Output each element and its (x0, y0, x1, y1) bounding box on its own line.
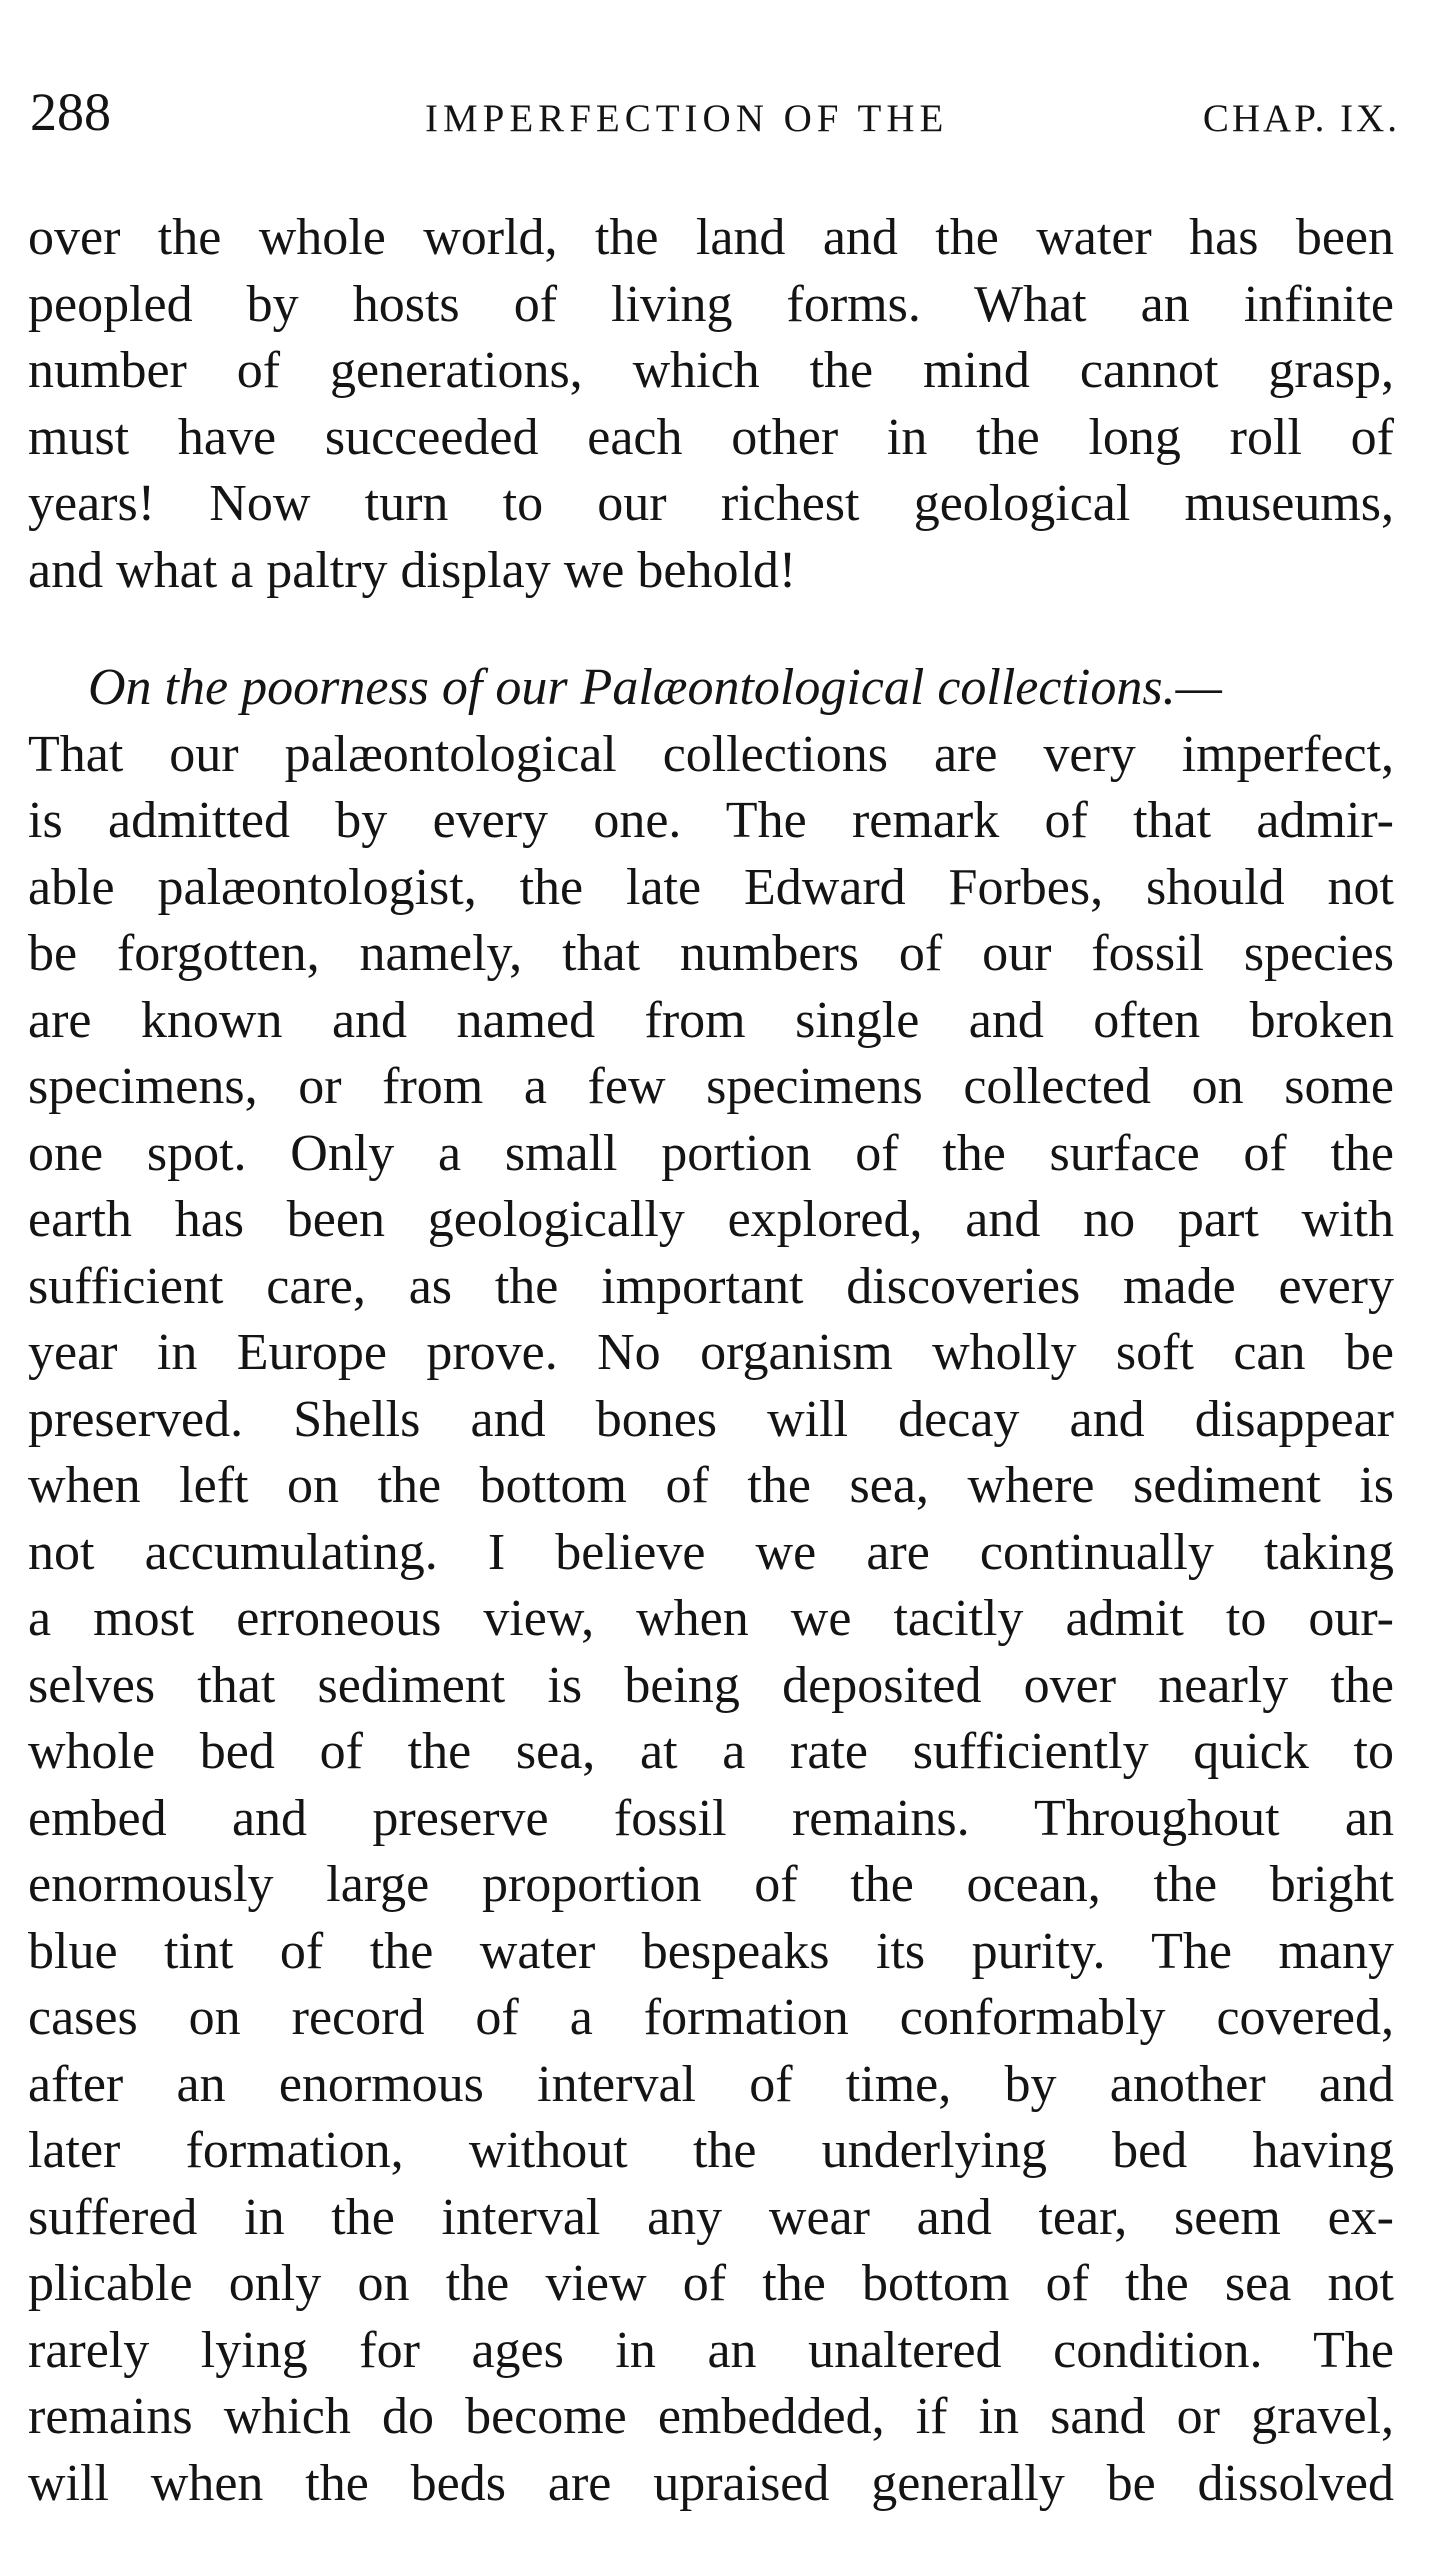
text-line: suffered in the interval any wear and tear, seem ex- (28, 2188, 1394, 2246)
text-line: blue tint of the water bespeaks its purity. The many (28, 1922, 1394, 1980)
running-head (30, 72, 1400, 152)
text-line: sufficient care, as the important discoveries made every (28, 1257, 1394, 1315)
page-number: 288 (30, 82, 111, 142)
text-line: a most erroneous view, when we tacitly admit to our- (28, 1590, 1394, 1647)
text-line: That our palæontological collections are very imperfect, (28, 725, 1394, 783)
text-line: peopled by hosts of living forms. What an infinite (28, 275, 1394, 333)
text-line: specimens, or from a few specimens collected on some (28, 1058, 1394, 1115)
chapter-label: CHAP. IX. (1202, 97, 1400, 140)
text-line: over the whole world, the land and the water has been (28, 209, 1394, 266)
text-line: are known and named from single and often broken (28, 991, 1394, 1049)
text-line: years! Now turn to our richest geological museums, (28, 475, 1394, 532)
text-line: whole bed of the sea, at a rate sufficiently quick to (28, 1723, 1394, 1780)
text-line: selves that sediment is being deposited over nearly the (28, 1656, 1394, 1714)
text-line: number of generations, which the mind cannot grasp, (28, 342, 1394, 399)
text-line: must have succeeded each other in the long roll of (28, 408, 1394, 466)
section-heading-text: On the poorness of our Palæontological collections.— (88, 659, 1222, 716)
section-paragraph (28, 655, 1394, 2517)
text-line: earth has been geologically explored, and no part with (28, 1191, 1394, 1248)
paragraph-continued (28, 205, 1394, 604)
section-heading (28, 655, 1394, 722)
text-line: later formation, without the underlying bed having (28, 2122, 1394, 2179)
text-line: plicable only on the view of the bottom of the sea not (28, 2255, 1394, 2312)
text-line: embed and preserve fossil remains. Throughout an (28, 1789, 1394, 1847)
text-line: and what a paltry display we behold! (28, 541, 797, 599)
text-line: cases on record of a formation conformably covered, (28, 1989, 1394, 2046)
text-line: is admitted by every one. The remark of that admir- (28, 792, 1394, 849)
text-line: be forgotten, namely, that numbers of our fossil species (28, 925, 1394, 982)
text-line: when left on the bottom of the sea, where sediment is (28, 1457, 1394, 1514)
text-line: rarely lying for ages in an unaltered condition. The (28, 2321, 1394, 2379)
text-line: remains which do become embedded, if in sand or gravel, (28, 2388, 1394, 2445)
text-line: not accumulating. I believe we are continually taking (28, 1523, 1394, 1581)
running-title: IMPERFECTION OF THE (425, 97, 949, 140)
text-line: will when the beds are upraised generally be dissolved (28, 2454, 1394, 2512)
text-line: one spot. Only a small portion of the surface of the (28, 1124, 1394, 1182)
text-line: able palæontologist, the late Edward Forbes, should not (28, 858, 1394, 916)
text-line: preserved. Shells and bones will decay and disappear (28, 1390, 1394, 1448)
text-line: after an enormous interval of time, by another and (28, 2055, 1394, 2113)
text-line: enormously large proportion of the ocean, the bright (28, 1856, 1394, 1913)
text-line: year in Europe prove. No organism wholly soft can be (28, 1324, 1394, 1381)
